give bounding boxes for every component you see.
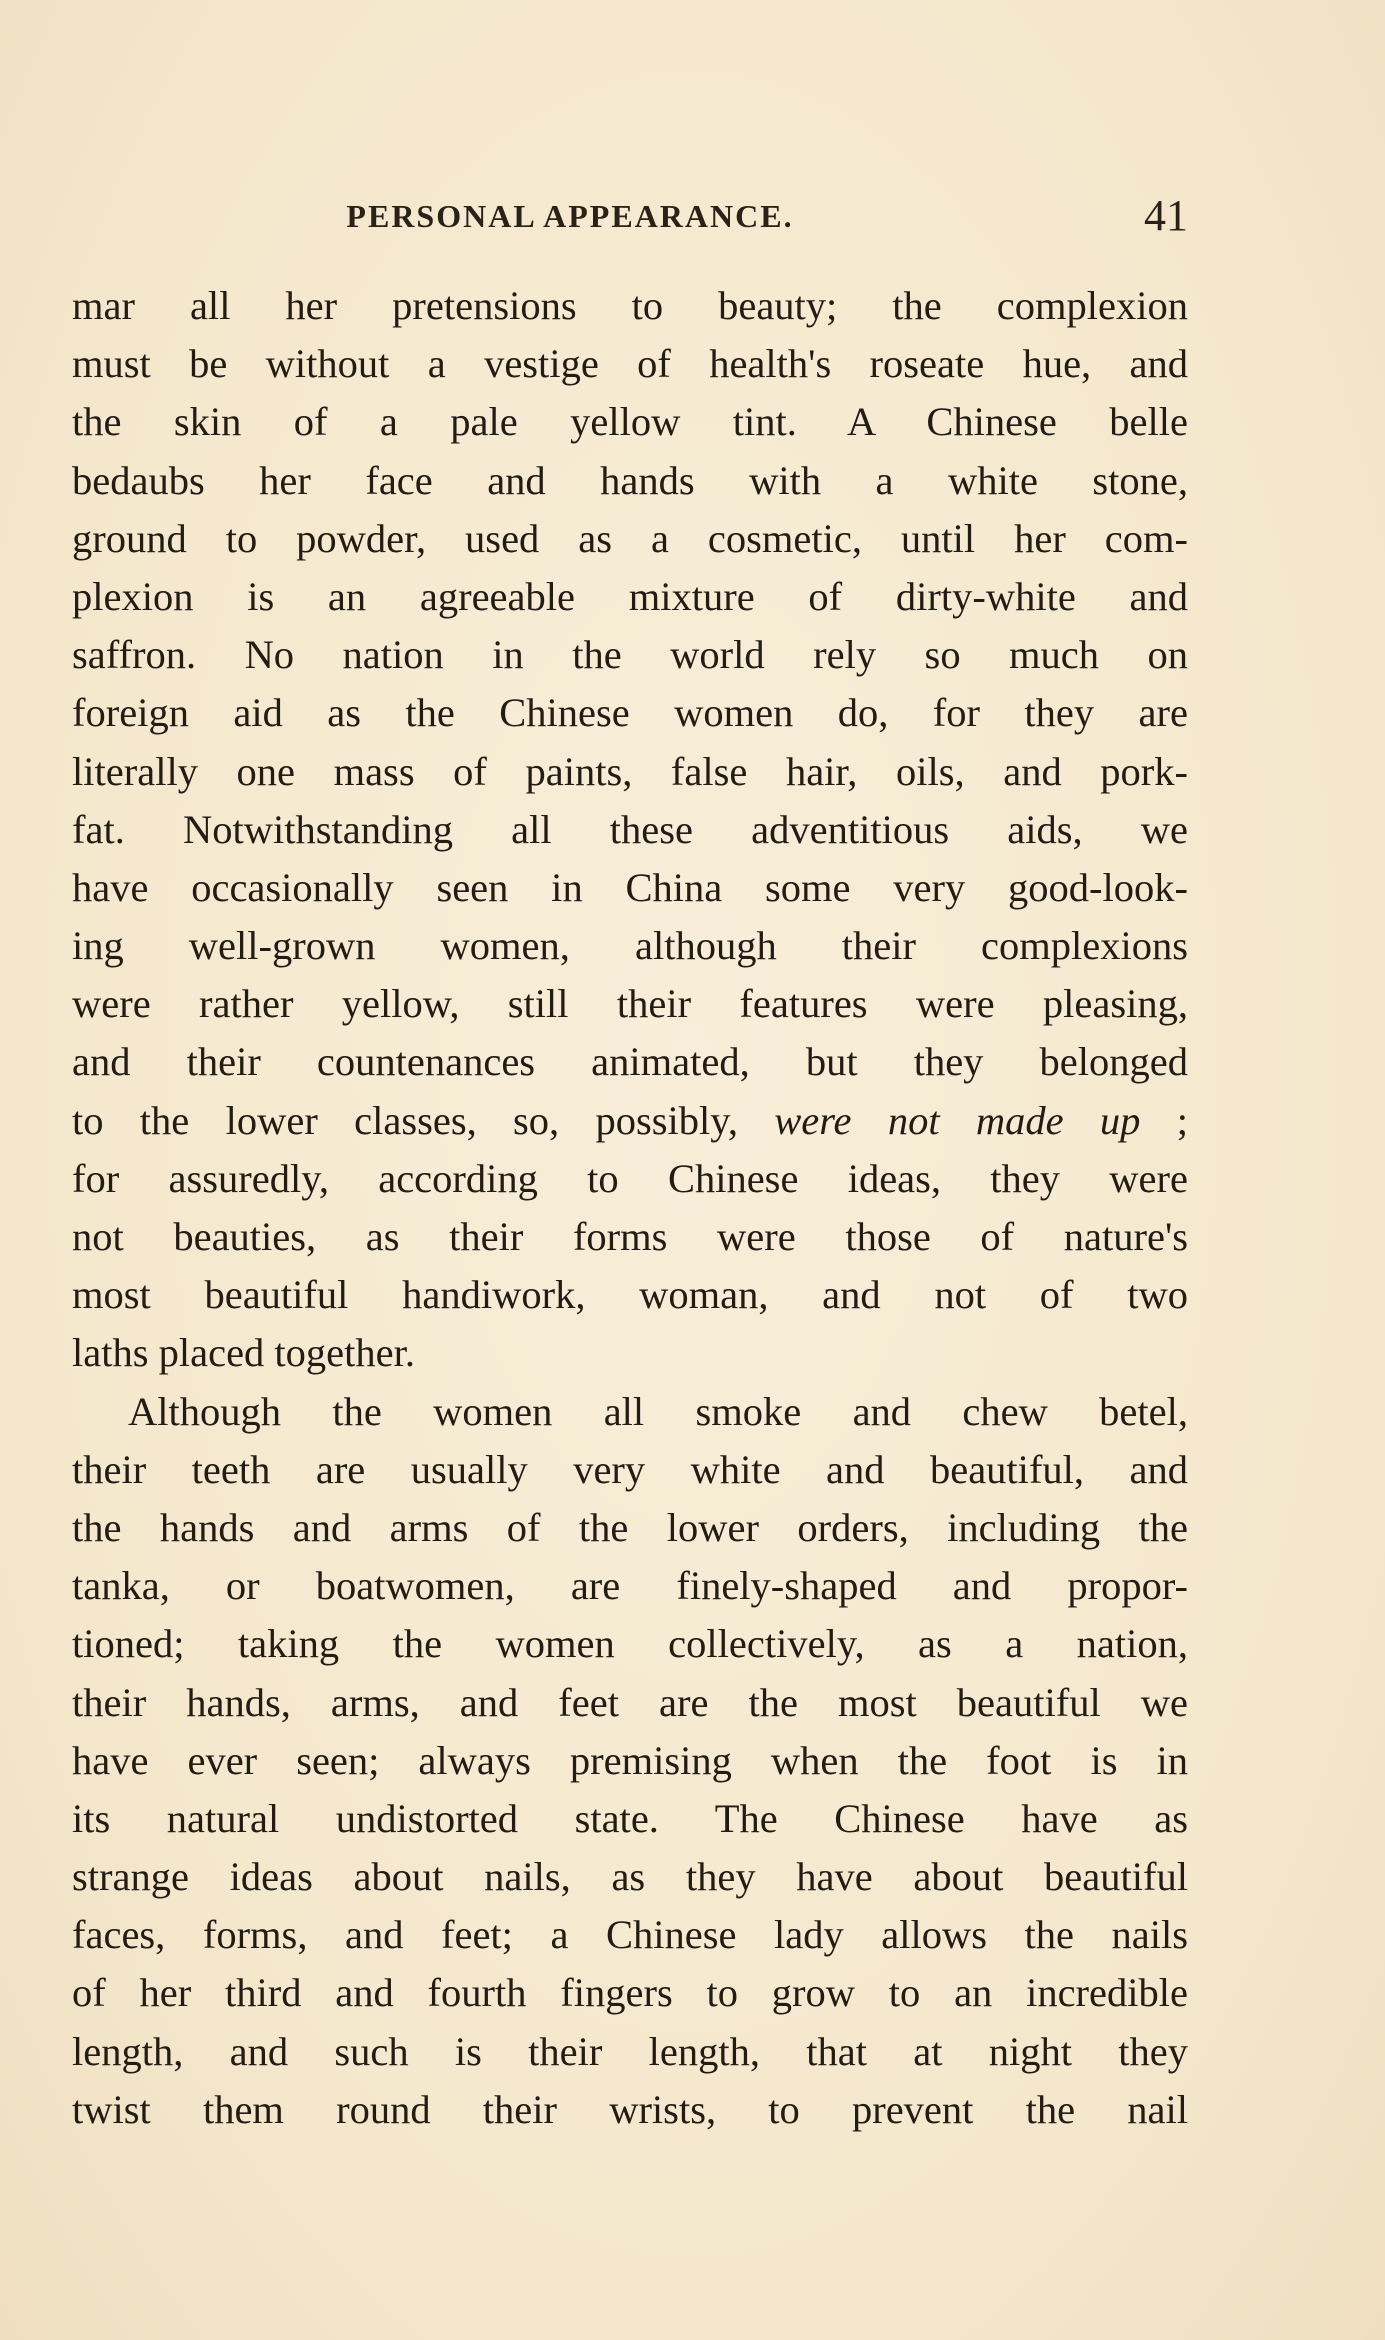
text-line: faces, forms, and feet; a Chinese lady allows the nails [72,1912,1188,1958]
text-line: length, and such is their length, that at night they [72,2028,1188,2074]
text-line: tanka, or boatwomen, are finely-shaped and propor- [72,1563,1188,1609]
text-line: twist them round their wrists, to prevent the nail [72,2086,1188,2132]
text-line: ground to powder, used as a cosmetic, until her com- [72,515,1188,561]
text-line: foreign aid as the Chinese women do, for they are [72,690,1188,736]
paragraph-2 [72,1383,1188,2139]
text-line: of her third and fourth fingers to grow to an incredible [72,1970,1188,2016]
text-line: most beautiful handiwork, woman, and not of two [72,1272,1188,1318]
text-line: the skin of a pale yellow tint. A Chinese belle [72,399,1188,445]
italic-phrase: were not made up [774,1097,1141,1143]
page-header [72,186,1188,246]
text-segment: to the lower classes, so, possibly, [72,1097,775,1143]
body-text [72,277,1188,2139]
text-line: literally one mass of paints, false hair, oils, and pork- [72,748,1188,794]
text-line: saffron. No nation in the world rely so much on [72,632,1188,678]
text-line: plexion is an agreeable mixture of dirty-white and [72,573,1188,619]
text-line: fat. Notwithstanding all these adventitious aids, we [72,806,1188,852]
text-line: have ever seen; always premising when the foot is in [72,1737,1188,1783]
text-line: bedaubs her face and hands with a white stone, [72,457,1188,503]
text-line: Although the women all smoke and chew betel, [128,1388,1188,1434]
text-segment: ; [1140,1097,1188,1143]
text-line: their hands, arms, and feet are the most beautiful we [72,1679,1188,1725]
text-line: for assuredly, according to Chinese ideas, they were [72,1155,1188,1201]
text-line: tioned; taking the women collectively, as a nation, [72,1621,1188,1667]
text-line: not beauties, as their forms were those of nature's [72,1214,1188,1259]
page-number: 41 [1144,191,1188,240]
text-line: their teeth are usually very white and beautiful, and [72,1446,1188,1492]
text-line: ing well-grown women, although their complexions [72,923,1188,969]
text-line: must be without a vestige of health's roseate hue, and [72,341,1188,387]
text-line: the hands and arms of the lower orders, including the [72,1504,1188,1550]
text-line-with-italic [72,1092,1188,1150]
text-line: were rather yellow, still their features were pleasing, [72,981,1188,1027]
text-line: and their countenances animated, but they belonged [72,1039,1188,1085]
text-line: have occasionally seen in China some very good-look- [72,864,1188,910]
running-head: PERSONAL APPEARANCE. [346,198,794,234]
text-line: mar all her pretensions to beauty; the complexion [72,283,1188,328]
paragraph-1 [72,277,1188,1383]
text-line: its natural undistorted state. The Chinese have as [72,1795,1188,1841]
text-line: laths placed together. [72,1330,416,1376]
text-line: strange ideas about nails, as they have about beautiful [72,1854,1188,1900]
